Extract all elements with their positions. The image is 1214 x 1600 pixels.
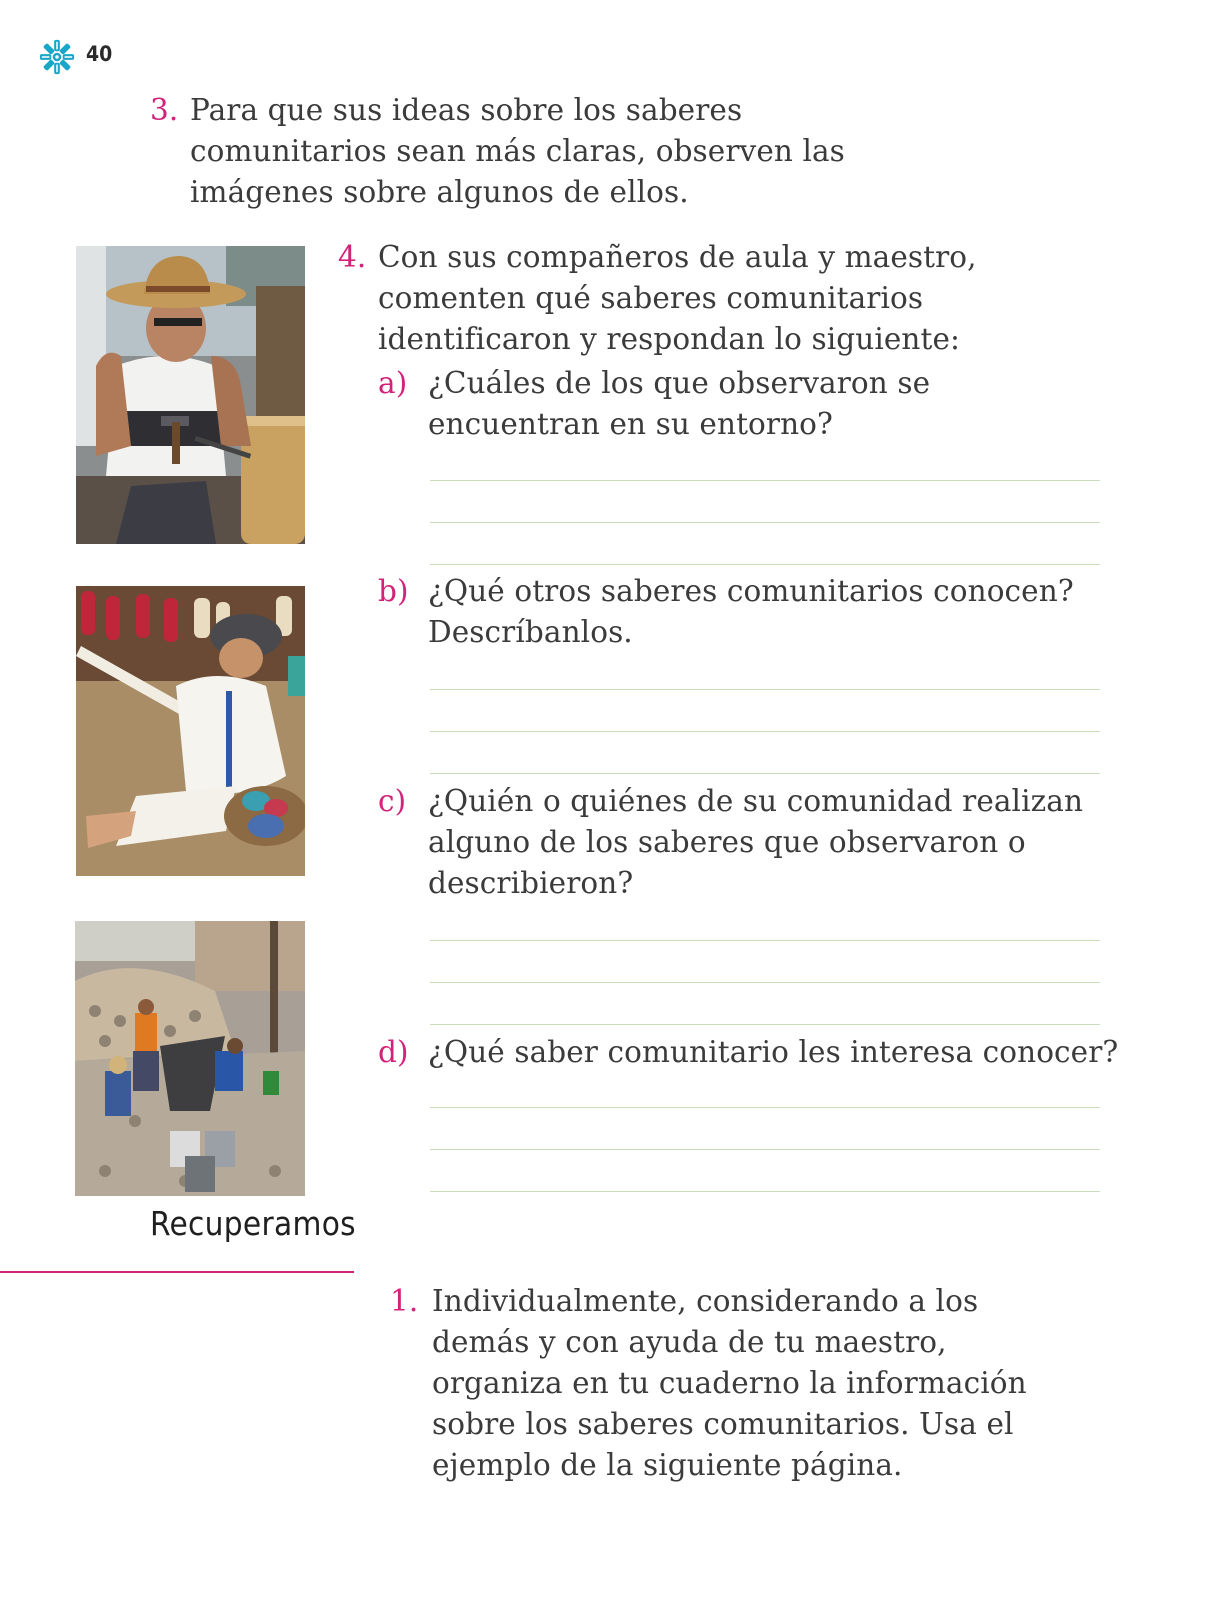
- question-4-line-1: Con sus compañeros de aula y maestro,: [378, 240, 977, 274]
- workers-paving-street-photo: [75, 921, 305, 1196]
- subquestion-a: [378, 363, 1098, 453]
- answer-line[interactable]: [430, 1191, 1100, 1192]
- recuperamos-item-1-line-4: sobre los saberes comunitarios. Usa el: [432, 1407, 1014, 1441]
- question-3: [150, 90, 1050, 220]
- answer-line[interactable]: [430, 982, 1100, 983]
- man-carving-wood-photo: [76, 246, 305, 544]
- question-4-line-3: identificaron y respondan lo siguiente:: [378, 322, 961, 356]
- answer-line[interactable]: [430, 1149, 1100, 1150]
- question-4: [338, 237, 1138, 367]
- answer-line[interactable]: [430, 1107, 1100, 1108]
- woman-backstrap-weaving-photo: [76, 586, 305, 876]
- question-3-number: 3.: [150, 93, 179, 127]
- page-number: 40: [86, 42, 113, 66]
- answer-line[interactable]: [430, 1024, 1100, 1025]
- answer-line[interactable]: [430, 773, 1100, 774]
- subquestion-d-line-1: ¿Qué saber comunitario les interesa conocer?: [428, 1035, 1119, 1069]
- answer-line[interactable]: [430, 689, 1100, 690]
- subquestion-c-line-3: describieron?: [428, 866, 634, 900]
- subquestion-a-line-2: encuentran en su entorno?: [428, 407, 833, 441]
- answer-line[interactable]: [430, 940, 1100, 941]
- subquestion-a-marker: a): [378, 366, 408, 400]
- section-title: Recuperamos: [150, 1204, 356, 1243]
- answer-line[interactable]: [430, 731, 1100, 732]
- subquestion-a-line-1: ¿Cuáles de los que observaron se: [428, 366, 931, 400]
- subquestion-c-line-1: ¿Quién o quiénes de su comunidad realizan: [428, 784, 1084, 818]
- subquestion-d-marker: d): [378, 1035, 409, 1069]
- recuperamos-item-1-number: 1.: [390, 1284, 419, 1318]
- subquestion-c: [378, 781, 1098, 911]
- question-3-line-3: imágenes sobre algunos de ellos.: [190, 175, 689, 209]
- flower-snowflake-icon: [38, 38, 76, 76]
- subquestion-b-marker: b): [378, 574, 409, 608]
- question-4-line-2: comenten qué saberes comunitarios: [378, 281, 924, 315]
- subquestion-b-line-1: ¿Qué otros saberes comunitarios conocen?: [428, 574, 1074, 608]
- recuperamos-item-1-line-2: demás y con ayuda de tu maestro,: [432, 1325, 947, 1359]
- question-3-line-2: comunitarios sean más claras, observen las: [190, 134, 845, 168]
- subquestion-b: [378, 571, 1098, 661]
- answer-line[interactable]: [430, 564, 1100, 565]
- recuperamos-item-1-line-1: Individualmente, considerando a los: [432, 1284, 979, 1318]
- question-3-line-1: Para que sus ideas sobre los saberes: [190, 93, 743, 127]
- recuperamos-item-1-line-5: ejemplo de la siguiente página.: [432, 1448, 903, 1482]
- subquestion-c-marker: c): [378, 784, 407, 818]
- subquestion-d: [378, 1032, 1119, 1077]
- subquestion-c-line-2: alguno de los saberes que observaron o: [428, 825, 1026, 859]
- subquestion-b-line-2: Descríbanlos.: [428, 615, 633, 649]
- recuperamos-item-1-line-3: organiza en tu cuaderno la información: [432, 1366, 1027, 1400]
- answer-line[interactable]: [430, 522, 1100, 523]
- section-rule: [0, 1271, 354, 1273]
- recuperamos-item-1: [390, 1281, 1150, 1491]
- question-4-number: 4.: [338, 240, 367, 274]
- answer-line[interactable]: [430, 480, 1100, 481]
